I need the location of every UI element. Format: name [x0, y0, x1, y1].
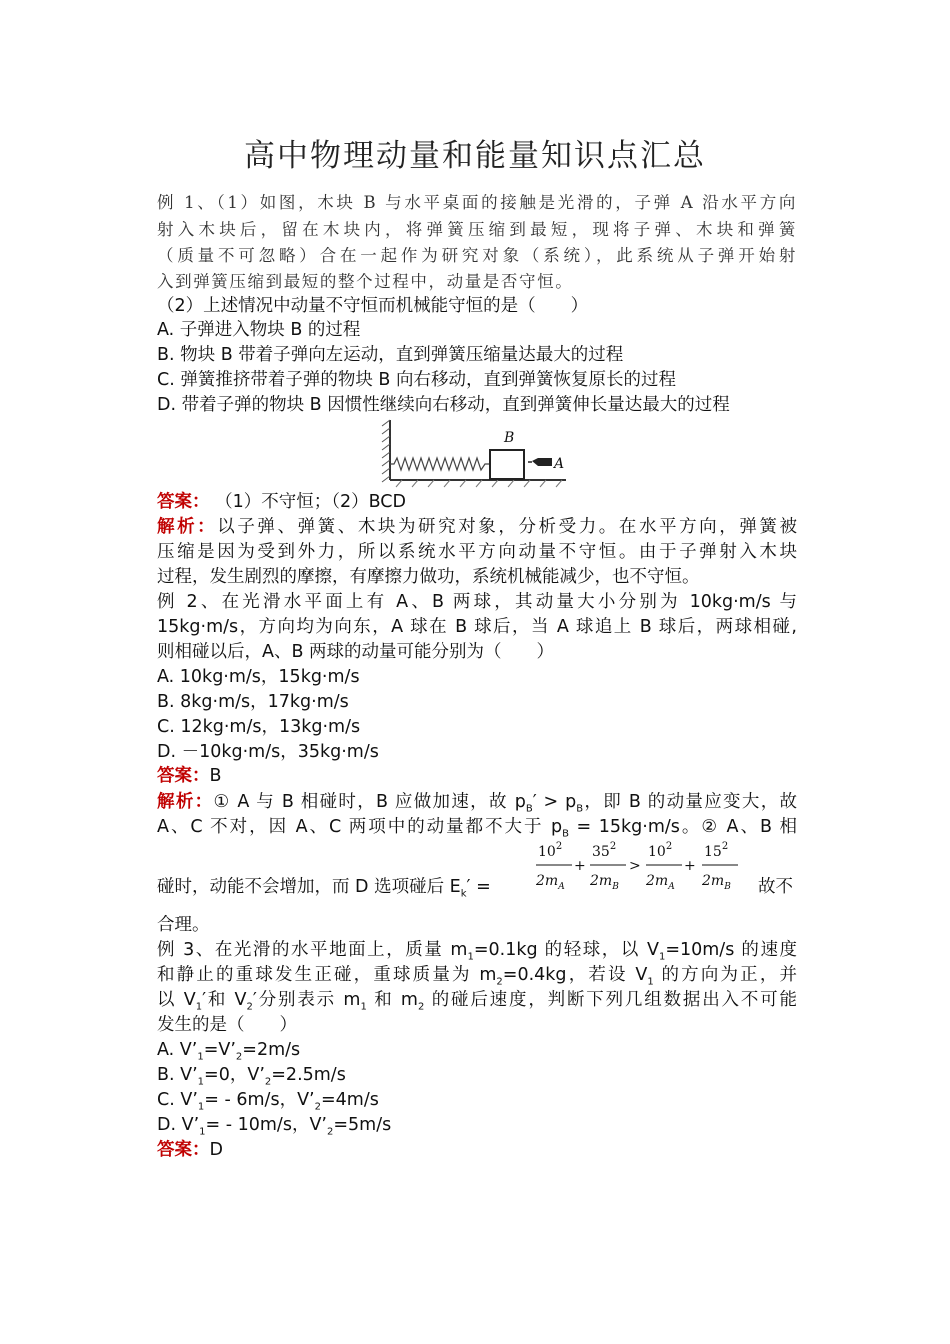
- ex1-analysis-line-2: 压缩是因为受到外力，所以系统水平方向动量不守恒。由于子弹射入木块: [157, 542, 797, 562]
- subscript: 2: [264, 1076, 272, 1088]
- ex2-line-2: 15kg·m/s，方向均为向东，A 球在 B 球后，当 A 球追上 B 球后，两球相碰,: [157, 617, 797, 637]
- ex2-option-b: B. 8kg·m/s，17kg·m/s: [157, 692, 349, 712]
- ex1-analysis-line-1: [157, 515, 797, 539]
- analysis-label: 解析：: [157, 792, 214, 812]
- block-b-label: B: [504, 430, 515, 446]
- text: =2.5m/s: [271, 1065, 346, 1085]
- subscript: 1: [197, 1051, 204, 1063]
- bullet-a: [532, 458, 552, 466]
- ex3-line-3: [157, 988, 797, 1012]
- subscript: 1: [197, 1101, 205, 1113]
- kinetic-energy-formula: [530, 838, 750, 896]
- fraction-denominator: $2m_B$: [590, 873, 619, 892]
- subscript: 2: [235, 1051, 243, 1063]
- ex3-line-1: [157, 938, 797, 962]
- wall-hatch: [382, 420, 390, 482]
- answer-text: （1）不守恒；（2）BCD: [215, 492, 406, 512]
- plus-sign: +: [684, 858, 696, 874]
- fraction-denominator: $2m_B$: [702, 873, 731, 892]
- fraction-denominator: $2m_A$: [646, 873, 675, 892]
- text: =5m/s: [333, 1115, 392, 1135]
- text: = - 6m/s，V’: [204, 1090, 315, 1110]
- ex3-option-b: [157, 1063, 797, 1087]
- text: =0.1kg 的轻球，以 V: [473, 940, 659, 960]
- ex2-analysis-line-3-end: 故不: [758, 877, 793, 897]
- answer-label: 答案：: [157, 1140, 210, 1160]
- ex1-option-b: B. 物块 B 带着子弹向左运动，直到弹簧压缩量达最大的过程: [157, 345, 624, 365]
- analysis-text: A、C 不对，因 A、C 两项中的动量都不大于 p: [157, 817, 563, 837]
- ex1-line-4: 入到弹簧压缩到最短的整个过程中，动量是否守恒。: [157, 272, 574, 291]
- text: 例 3、在光滑的水平地面上，质量 m: [157, 940, 468, 960]
- spring-block-diagram: [380, 418, 570, 490]
- text: 以 V: [157, 990, 196, 1010]
- text: 和静止的重球发生正碰，重球质量为 m: [157, 965, 497, 985]
- text: D. V’: [157, 1115, 200, 1135]
- text: =2m/s: [242, 1040, 301, 1060]
- subscript: k: [460, 888, 467, 900]
- subscript: B: [576, 803, 584, 815]
- subscript: 1: [647, 976, 654, 988]
- text: =V’: [203, 1040, 236, 1060]
- plus-sign: +: [574, 858, 586, 874]
- ex1-answer: [157, 490, 797, 514]
- analysis-text: = 15kg·m/s。② A、B 相: [569, 817, 797, 837]
- analysis-text: ′ > p: [532, 792, 577, 812]
- analysis-label: 解析：: [157, 517, 218, 537]
- ex1-option-a: A. 子弹进入物块 B 的过程: [157, 320, 361, 340]
- subscript: 1: [360, 1001, 367, 1013]
- text: =0.4kg，若设 V: [502, 965, 648, 985]
- bullet-a-label: A: [554, 456, 565, 472]
- subscript: 2: [246, 1001, 253, 1013]
- ex2-analysis-line-2: [157, 815, 797, 839]
- text: ′分别表示 m: [252, 990, 361, 1010]
- subscript: 2: [314, 1101, 321, 1113]
- subscript: 1: [195, 1001, 203, 1013]
- ex3-line-2: [157, 963, 797, 987]
- ex1-line-2: 射入木块后，留在木块内，将弹簧压缩到最短，现将子弹、木块和弹簧: [157, 220, 797, 239]
- analysis-text: ，即 B 的动量应变大，故: [583, 792, 798, 812]
- text: ′和 V: [202, 990, 247, 1010]
- subscript: 1: [467, 951, 474, 963]
- fraction-numerator: $10^2$: [648, 841, 673, 860]
- block-b: [490, 450, 524, 479]
- floor-hatch: [396, 480, 562, 487]
- ex1-line-3: （质量不可忽略）合在一起作为研究对象（系统），此系统从子弹开始射: [157, 246, 797, 265]
- answer-label: 答案：: [157, 492, 210, 512]
- ex1-analysis-line-3: 过程，发生剧烈的摩擦，有摩擦力做功，系统机械能减少，也不守恒。: [157, 567, 700, 587]
- text: =0，V’: [204, 1065, 265, 1085]
- ex1-question-2: （2）上述情况中动量不守恒而机械能守恒的是（ ）: [157, 296, 589, 316]
- text: B. V’: [157, 1065, 198, 1085]
- ex1-option-d: D. 带着子弹的物块 B 因惯性继续向右移动，直到弹簧伸长量达最大的过程: [157, 395, 730, 415]
- text: 和 m: [366, 990, 418, 1010]
- analysis-text: 以子弹、弹簧、木块为研究对象，分析受力。在水平方向，弹簧被: [217, 517, 798, 537]
- ex1-line-1: 例 1、（1）如图，木块 B 与水平桌面的接触是光滑的，子弹 A 沿水平方向: [157, 193, 797, 212]
- text: A. V’: [157, 1040, 198, 1060]
- ex3-option-a: [157, 1038, 797, 1062]
- text: 的碰后速度，判断下列几组数据出入不可能: [424, 990, 797, 1010]
- answer-text: D: [209, 1140, 223, 1160]
- subscript: B: [525, 803, 533, 815]
- ex3-line-4: 发生的是（ ）: [157, 1015, 297, 1035]
- ex2-analysis-line-3: [157, 875, 537, 899]
- ex2-analysis-line-1: [157, 790, 797, 814]
- text: =4m/s: [320, 1090, 379, 1110]
- subscript: B: [562, 828, 570, 840]
- ex3-answer: [157, 1138, 797, 1162]
- fraction-numerator: $35^2$: [592, 841, 617, 860]
- subscript: 1: [197, 1076, 205, 1088]
- greater-than-sign: >: [629, 858, 641, 874]
- subscript: 1: [199, 1126, 206, 1138]
- page-title: 高中物理动量和能量知识点汇总: [244, 138, 706, 174]
- ex2-analysis-line-4: 合理。: [157, 915, 210, 935]
- fraction-numerator: $15^2$: [704, 841, 729, 860]
- text: =10m/s 的速度: [665, 940, 797, 960]
- fraction-denominator: $2m_A$: [536, 873, 565, 892]
- text: = - 10m/s，V’: [205, 1115, 327, 1135]
- ex2-option-c: C. 12kg·m/s，13kg·m/s: [157, 717, 361, 737]
- subscript: 1: [658, 951, 666, 963]
- ex3-option-c: [157, 1088, 797, 1112]
- answer-text: B: [209, 766, 222, 786]
- ex2-option-a: A. 10kg·m/s，15kg·m/s: [157, 667, 360, 687]
- text: 的方向为正，并: [653, 965, 798, 985]
- subscript: 2: [417, 1001, 425, 1013]
- analysis-text: ′ =: [466, 877, 491, 897]
- analysis-text: 碰时，动能不会增加，而 D 选项碰后 E: [157, 877, 461, 897]
- ex2-line-1: 例 2、在光滑水平面上有 A、B 两球，其动量大小分别为 10kg·m/s 与: [157, 592, 797, 612]
- text: C. V’: [157, 1090, 198, 1110]
- ex2-line-3: 则相碰以后，A、B 两球的动量可能分别为（ ）: [157, 642, 555, 662]
- answer-label: 答案：: [157, 766, 210, 786]
- subscript: 2: [326, 1126, 334, 1138]
- ex3-option-d: [157, 1113, 797, 1137]
- ex2-answer: [157, 764, 797, 788]
- fraction-numerator: $10^2$: [538, 841, 563, 860]
- subscript: 2: [496, 976, 503, 988]
- analysis-text: ① A 与 B 相碰时，B 应做加速，故 p: [213, 792, 526, 812]
- ex1-option-c: C. 弹簧推挤带着子弹的物块 B 向右移动，直到弹簧恢复原长的过程: [157, 370, 676, 390]
- ex2-option-d: D. －10kg·m/s，35kg·m/s: [157, 742, 379, 762]
- spring-coil: [390, 458, 490, 470]
